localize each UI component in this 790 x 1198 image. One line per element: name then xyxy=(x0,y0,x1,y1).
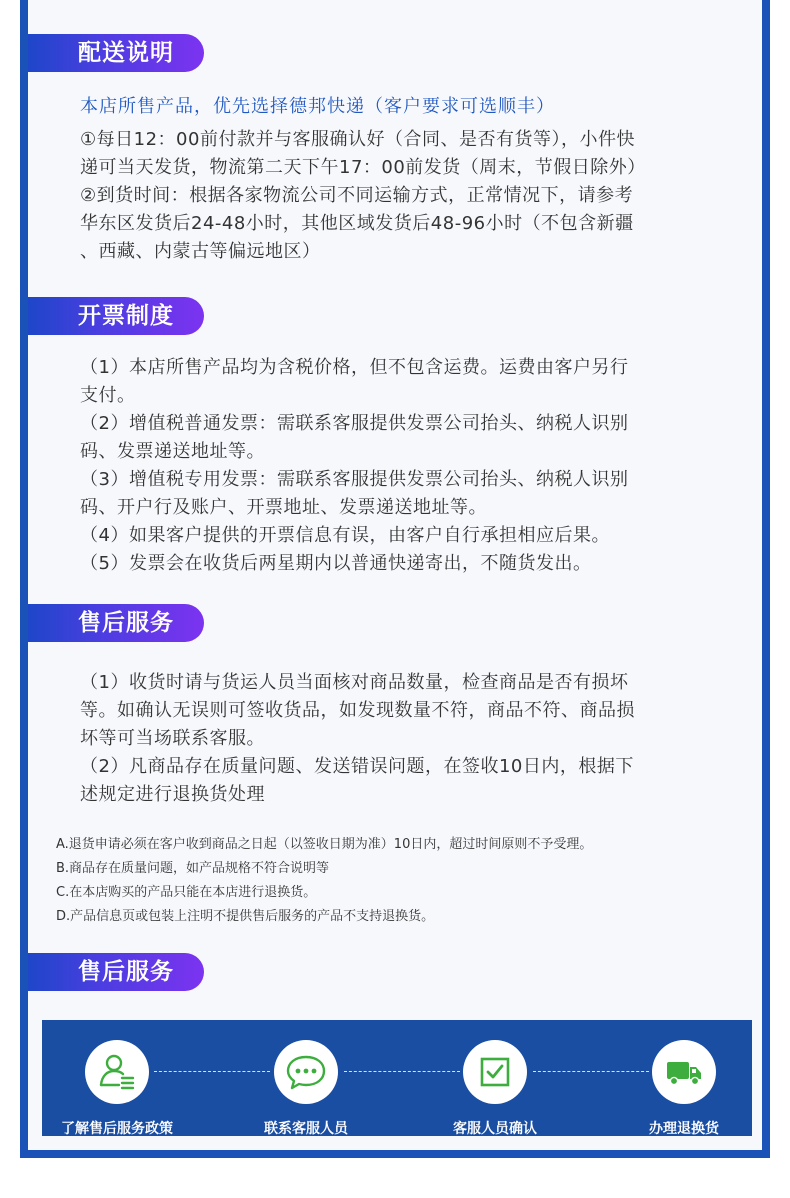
after-sales-line: 坏等可当场联系客服。 xyxy=(80,728,265,749)
process-section-title: 售后服务 xyxy=(28,953,204,991)
shipping-line: 、西藏、内蒙古等偏远地区） xyxy=(80,241,321,262)
after-sales-process-banner xyxy=(42,1020,752,1136)
after-sales-line: （1）收货时请与货运人员当面核对商品数量，检查商品是否有损坏 xyxy=(80,672,629,693)
process-step-policy xyxy=(47,1040,187,1138)
checkbox-icon xyxy=(477,1054,513,1090)
step-icon-circle xyxy=(274,1040,338,1104)
step-label: 了解售后服务政策 xyxy=(61,1121,173,1137)
chat-bubble-icon xyxy=(285,1052,327,1092)
after-sales-line: 述规定进行退换货处理 xyxy=(80,784,265,805)
invoice-line: 支付。 xyxy=(80,385,136,406)
invoice-line: （5）发票会在收货后两星期内以普通快递寄出，不随货发出。 xyxy=(80,553,592,574)
invoice-line: （3）增值税专用发票：需联系客服提供发票公司抬头、纳税人识别 xyxy=(80,469,629,490)
return-policy-notes xyxy=(56,833,756,929)
process-step-confirm xyxy=(425,1040,565,1138)
invoice-line: （4）如果客户提供的开票信息有误，由客户自行承担相应后果。 xyxy=(80,525,610,546)
shipping-line: ②到货时间：根据各家物流公司不同运输方式，正常情况下，请参考 xyxy=(80,185,634,206)
after-sales-section-title: 售后服务 xyxy=(28,604,204,642)
shipping-details xyxy=(80,126,720,266)
invoice-details xyxy=(80,354,720,578)
step-label: 办理退换货 xyxy=(649,1121,719,1137)
process-step-contact xyxy=(236,1040,376,1138)
shipping-line: ①每日12：00前付款并与客服确认好（合同、是否有货等），小件快 xyxy=(80,129,635,150)
invoice-line: 码、开户行及账户、开票地址、发票递送地址等。 xyxy=(80,497,487,518)
return-note: D.产品信息页或包装上注明不提供售后服务的产品不支持退换货。 xyxy=(56,909,435,924)
after-sales-details xyxy=(80,669,720,809)
step-label: 联系客服人员 xyxy=(264,1121,348,1137)
step-icon-circle xyxy=(85,1040,149,1104)
return-note: B.商品存在质量问题，如产品规格不符合说明等 xyxy=(56,861,330,876)
return-note: C.在本店购买的产品只能在本店进行退换货。 xyxy=(56,885,317,900)
step-label: 客服人员确认 xyxy=(453,1121,537,1137)
after-sales-line: 等。如确认无误则可签收货品，如发现数量不符，商品不符、商品损 xyxy=(80,700,635,721)
step-icon-circle xyxy=(463,1040,527,1104)
invoice-section-title: 开票制度 xyxy=(28,297,204,335)
person-policy-icon xyxy=(97,1052,137,1092)
shipping-line: 华东区发货后24-48小时，其他区域发货后48-96小时（不包含新疆 xyxy=(80,213,634,234)
invoice-line: 码、发票递送地址等。 xyxy=(80,441,265,462)
shipping-intro: 本店所售产品，优先选择德邦快递（客户要求可选顺丰） xyxy=(80,96,555,117)
invoice-line: （1）本店所售产品均为含税价格，但不包含运费。运费由客户另行 xyxy=(80,357,629,378)
return-note: A.退货申请必须在客户收到商品之日起（以签收日期为准）10日内，超过时间原则不予受理。 xyxy=(56,837,593,852)
shipping-section-title: 配送说明 xyxy=(28,34,204,72)
shipping-line: 递可当天发货，物流第二天下午17：00前发货（周末，节假日除外） xyxy=(80,157,646,178)
delivery-truck-icon xyxy=(664,1054,704,1090)
invoice-line: （2）增值税普通发票：需联系客服提供发票公司抬头、纳税人识别 xyxy=(80,413,629,434)
process-step-return xyxy=(614,1040,754,1138)
step-icon-circle xyxy=(652,1040,716,1104)
after-sales-line: （2）凡商品存在质量问题、发送错误问题，在签收10日内，根据下 xyxy=(80,756,634,777)
